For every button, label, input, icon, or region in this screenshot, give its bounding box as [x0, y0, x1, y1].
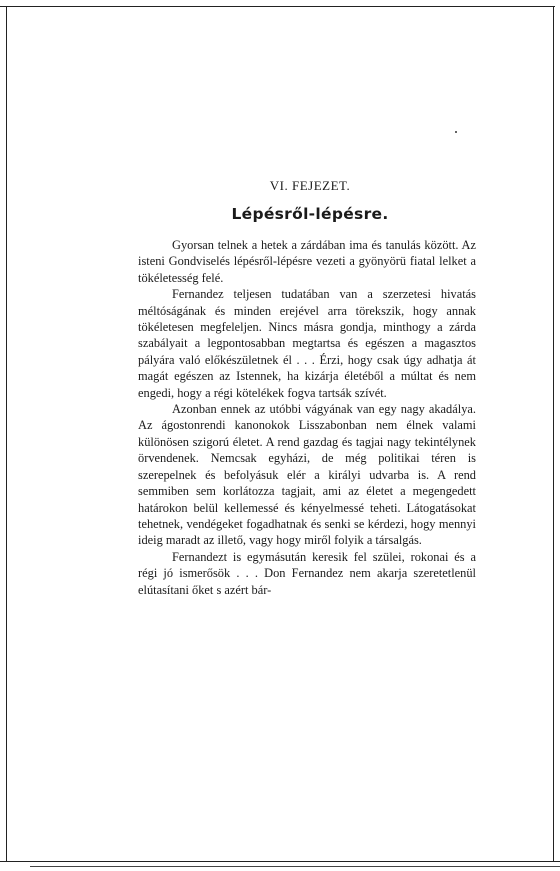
paragraph-2: Fernandez teljesen tudatában van a szerzetesi hivatás méltóságának és minden erejével arra törekszik, hogy annak tökéletesen megfeleljen. Nincs másra gondja, minthogy a zárda szabályait a legpontosabban megtartsa és egészen a magasztos pályára való előkészületnek él . . . Érzi, hogy csak úgy adhatja át magát egészen az Istennek, ha kizárja életéből a múltat és nem engedi, hogy a régi kötelékek fogva tartsák szívét. [138, 287, 476, 400]
scan-border-left [6, 6, 7, 862]
scan-border-right [553, 6, 554, 862]
chapter-heading: VI. FEJEZET. [269, 178, 351, 193]
paragraph-3: Azonban ennek az utóbbi vágyának van egy nagy akadálya. Az ágostonrendi kanonokok Lisszabonban nem élnek valami különösen szigorú életet. A rend gazdag és tagjai nagy tekintélynek örvendenek. Nemcsak egyházi, de még politikai téren is szerepelnek és befolyásuk elér a királyi udvarba is. A rend semmiben sem korlátozza tagjait, ami az életet a megengedett határokon belül kellemessé és kényelmessé teheti. Látogatásokat tehetnek, vendégeket fogadhatnak és senki se kérdezi, hogy mennyi ideig maradt az illető, vagy hogy miről folyik a társalgás. [138, 402, 476, 548]
paragraph-1: Gyorsan telnek a hetek a zárdában ima és tanulás között. Az isteni Gondviselés lépésről-lépésre vezeti a gyönyörü fiatal lelket a tökéletesség felé. [138, 238, 476, 285]
chapter-title: Lépésről-lépésre. [231, 205, 389, 223]
body-text [138, 237, 476, 598]
scan-speck [455, 131, 457, 133]
paragraph-4: Fernandezt is egymásután keresik fel szülei, rokonai és a régi jó ismerősök . . . Don Fernandez nem akarja szeretetlenül elútasítani őket s azért bár- [138, 549, 476, 597]
scan-border-bottom [0, 861, 560, 862]
scan-border-bottom-inner [30, 866, 560, 867]
scan-border-top [0, 6, 555, 7]
